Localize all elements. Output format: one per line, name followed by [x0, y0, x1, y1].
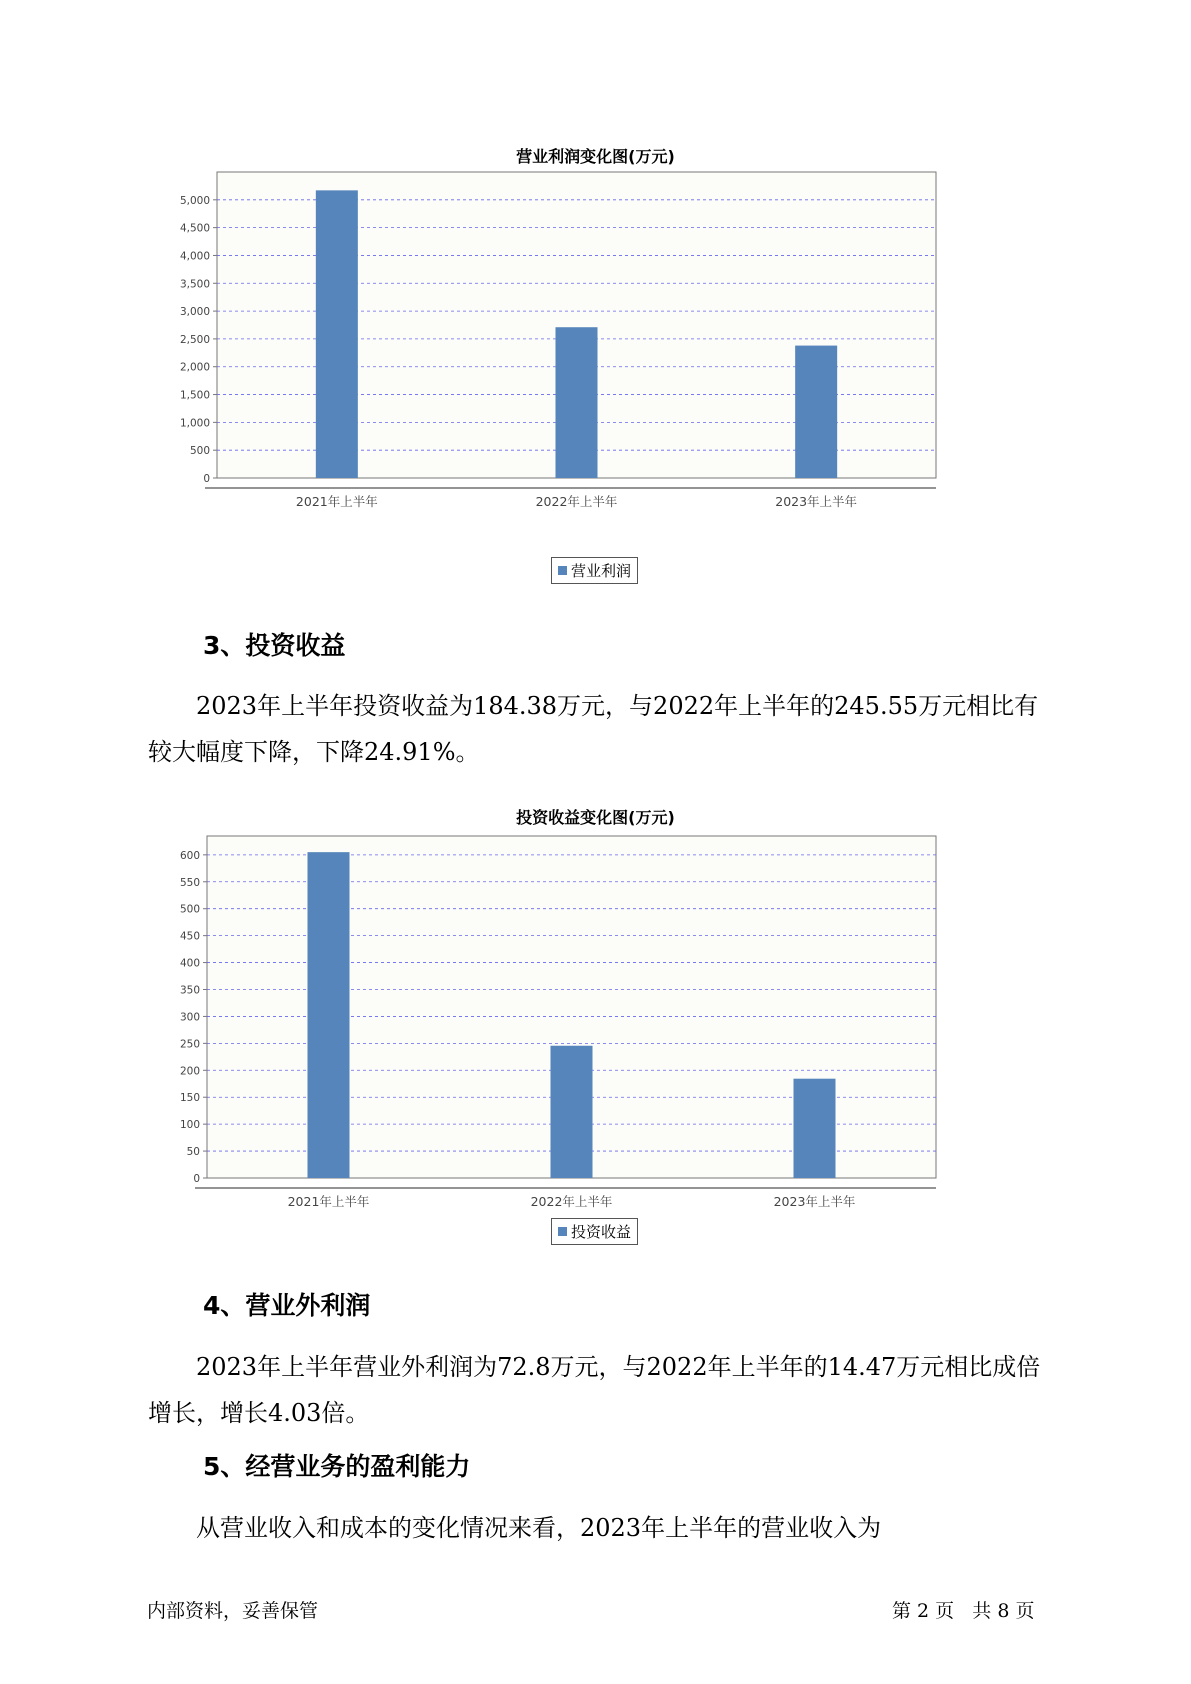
y-tick-label: 0 [193, 1173, 200, 1185]
y-tick-label: 50 [186, 1146, 200, 1159]
y-tick-label: 4,500 [179, 222, 210, 235]
legend-label: 营业利润 [571, 562, 632, 580]
chart2-investment [150, 830, 950, 1209]
y-tick-label: 5,000 [179, 194, 210, 207]
y-tick-label: 100 [179, 1119, 200, 1132]
legend-swatch-icon [558, 566, 567, 575]
chart2-legend [551, 1218, 638, 1245]
y-tick-label: 3,500 [179, 278, 210, 291]
bar [551, 1046, 593, 1178]
paragraph-nonoperating: 2023年上半年营业外利润为72.8万元，与2022年上半年的14.47万元相比成倍增长，增长4.03倍。 [148, 1353, 1041, 1427]
section-heading-profitability: 5、经营业务的盈利能力 [203, 1452, 471, 1481]
y-tick-label: 400 [179, 957, 200, 970]
x-tick-label: 2023年上半年 [773, 1194, 856, 1209]
footer-page-number: 第 2 页 共 8 页 [892, 1600, 1035, 1622]
x-tick-label: 2022年上半年 [530, 1194, 613, 1209]
y-tick-label: 350 [179, 984, 200, 997]
y-tick-label: 550 [179, 876, 200, 889]
y-tick-label: 1,500 [179, 389, 210, 402]
y-tick-label: 2,500 [179, 333, 210, 346]
y-tick-label: 500 [189, 445, 210, 458]
bar [308, 852, 350, 1178]
chart1-title: 营业利润变化图(万元) [516, 147, 675, 166]
x-tick-label: 2021年上半年 [295, 494, 378, 509]
y-tick-label: 500 [179, 903, 200, 916]
y-tick-label: 200 [179, 1065, 200, 1078]
x-tick-label: 2023年上半年 [775, 494, 858, 509]
y-tick-label: 0 [203, 473, 210, 485]
section-heading-nonoperating: 4、营业外利润 [203, 1291, 371, 1320]
bar [795, 346, 837, 478]
section-heading-investment: 3、投资收益 [203, 631, 346, 660]
chart1-profit [150, 170, 950, 520]
bar [794, 1079, 836, 1178]
bar [316, 190, 358, 478]
y-tick-label: 150 [179, 1092, 200, 1105]
y-tick-label: 450 [179, 930, 200, 943]
y-tick-label: 1,000 [179, 417, 210, 430]
y-tick-label: 300 [179, 1011, 200, 1024]
x-tick-label: 2022年上半年 [535, 494, 618, 509]
chart2-title: 投资收益变化图(万元) [516, 808, 675, 827]
y-tick-label: 250 [179, 1038, 200, 1051]
legend-label: 投资收益 [571, 1223, 632, 1241]
paragraph-investment: 2023年上半年投资收益为184.38万元，与2022年上半年的245.55万元相比有较大幅度下降，下降24.91%。 [148, 692, 1039, 766]
y-tick-label: 3,000 [179, 306, 210, 319]
bar [556, 327, 598, 478]
y-tick-label: 600 [179, 849, 200, 862]
x-tick-label: 2021年上半年 [287, 1194, 370, 1209]
footer-confidential: 内部资料，妥善保管 [147, 1600, 319, 1622]
paragraph-profitability: 从营业收入和成本的变化情况来看，2023年上半年的营业收入为 [196, 1514, 882, 1542]
chart1-legend [551, 557, 638, 584]
y-tick-label: 4,000 [179, 250, 210, 263]
y-tick-label: 2,000 [179, 361, 210, 374]
legend-swatch-icon [558, 1227, 567, 1236]
